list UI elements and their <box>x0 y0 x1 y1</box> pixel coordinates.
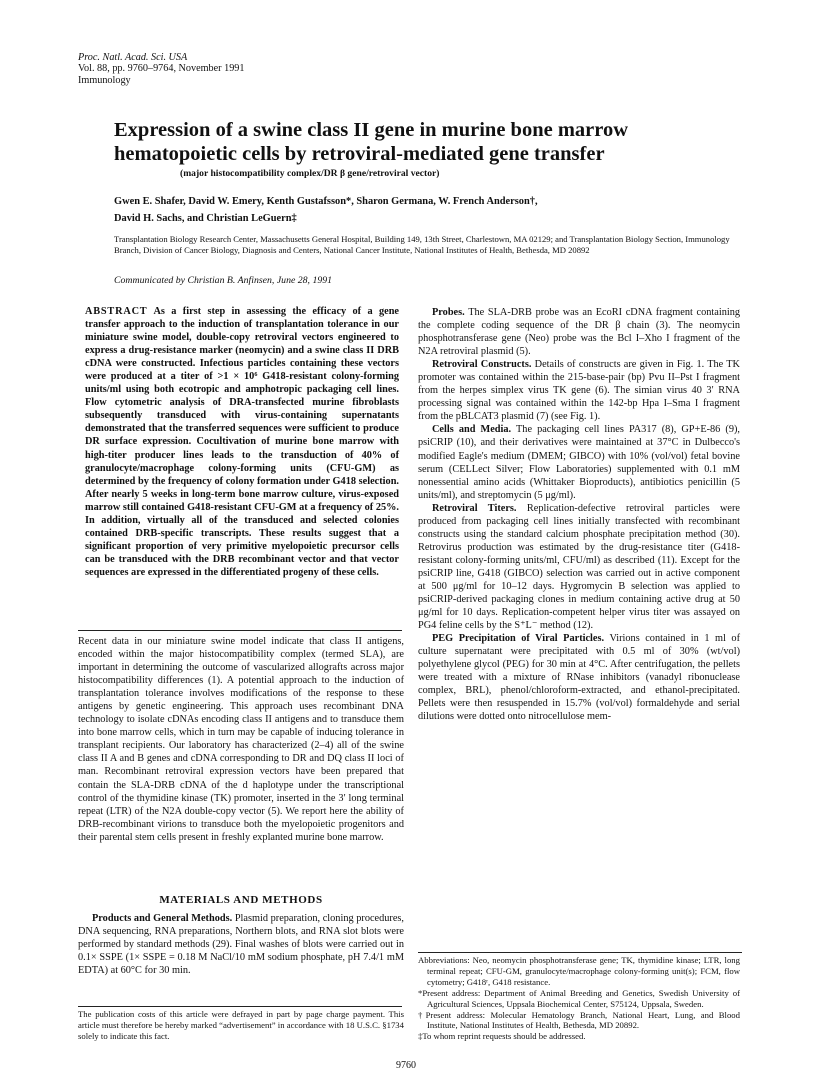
authors-line-2: David H. Sachs, and Christian LeGuern‡ <box>114 213 297 224</box>
runin-heading: Retroviral Constructs. <box>432 359 532 371</box>
right-column <box>418 306 740 724</box>
runin-heading: Retroviral Titers. <box>432 502 517 514</box>
methods-paragraph-titers <box>418 502 740 632</box>
runin-heading: Products and General Methods. <box>92 913 233 924</box>
journal-name: Proc. Natl. Acad. Sci. USA <box>78 52 188 63</box>
publication-cost-notice: The publication costs of this article were defrayed in part by page charge payment. This article must therefore be hereby marked “advertisement” in accordance with 18 U.S.C. §1734 solely to indicate this fact. <box>78 1009 404 1041</box>
abstract-text: As a first step in assessing the efficacy of a gene transfer approach to the induction of transplantation tolerance in our miniature swine model, double-copy retroviral vectors engineered to express a drug-resistance marker (neomycin) and a swine class II DRB cDNA were constructed. Infectious particles containing these vectors were produced at a titer of >1 × 10⁶ G418-resistant colony-forming units/ml using both ecotropic and amphotropic packaging cell lines. Flow cytometric analysis of DRA-transfected murine fibroblasts subsequently transduced with virus-containing supernatants demonstrated that the transferred sequences were sufficient to produce DR surface expression. Cocultivation of murine bone marrow with high-titer producer lines leads to the transduction of 40% of granulocyte/macrophage colony-forming units (CFU-GM) as determined by the frequency of colony formation under G418 selection. After nearly 5 weeks in long-term bone marrow culture, virus-exposed marrow still contained G418-resistant CFU-GM at a frequency of 25%. In addition, virtually all of the transduced and selected colonies contained DRB-specific transcripts. These results suggest that a significant proportion of very primitive myelopoietic precursor cells can be transduced with the DRB recombinant vector and that vector sequences are expressed in the differentiated progeny of these cells. <box>85 306 399 578</box>
footnote-dagger: †Present address: Molecular Hematology Branch, National Heart, Lung, and Blood Institute, National Institutes of Health, Bethesda, MD 20892. <box>418 1009 740 1031</box>
journal-section: Immunology <box>78 74 131 86</box>
article-title: Expression of a swine class II gene in murine bone marrow hematopoietic cells by retroviral-mediated gene transfer <box>114 119 629 165</box>
section-heading-methods: MATERIALS AND METHODS <box>159 894 323 906</box>
introduction <box>78 635 404 844</box>
journal-header <box>78 52 244 86</box>
paragraph-text: The packaging cell lines PA317 (8), GP+E-86 (9), psiCRIP (10), and their derivatives were maintained at 37°C in Dulbecco's modified Eagle's medium (DMEM; GIBCO) with 10% (vol/vol) fetal bovine serum (CELLect Silver; Flow Laboratories) supplemented with 0.1 mM nonessential amino acids (Whittaker Bioproducts), antibiotics penicillin (5 units/ml), and streptomycin (5 μg/ml). <box>418 424 740 501</box>
author-list <box>114 193 734 227</box>
footnote-star: *Present address: Department of Animal Breeding and Genetics, Swedish University of Agricultural Sciences, Uppsala Biochemical Center, S75124, Uppsala, Sweden. <box>418 987 740 1009</box>
communicated-by: Communicated by Christian B. Anfinsen, June 28, 1991 <box>114 275 333 286</box>
journal-volume: Vol. 88, pp. 9760–9764, November 1991 <box>78 63 245 75</box>
methods-paragraph-constructs <box>418 358 740 423</box>
methods-paragraph-cells <box>418 423 740 501</box>
footnotes <box>418 955 740 1042</box>
methods-paragraph-probes <box>418 306 740 358</box>
runin-heading: PEG Precipitation of Viral Particles. <box>432 633 605 645</box>
paragraph-text: Virions contained in 1 ml of culture supernatant were precipitated with 0.5 ml of 30% (wt/vol) polyethylene glycol (PEG) for 30 min at 4°C. After centrifugation, the pellets were treated with a mixture of RNase inhibitors (vanadyl ribonuclease complex, BRL), phenol/chloroform-extracted, and ethanol-precipitated. Pellets were then resuspended in 15.7% (vol/vol) formaldehyde and serial dilutions were dotted onto nitrocellulose mem- <box>418 633 741 723</box>
authors-line-1: Gwen E. Shafer, David W. Emery, Kenth Gustafsson*, Sharon Germana, W. French Anderson†, <box>114 196 538 207</box>
abstract <box>85 305 399 579</box>
paragraph-text: Plasmid preparation, cloning procedures, DNA sequencing, RNA preparations, Northern blots, and RNA slot blots were performed by standard methods (29). Final washes of blots were carried out in 0.1× SSPE (1× SSPE = 0.18 M NaCl/10 mM sodium phosphate, pH 7.4/1 mM EDTA) at 60°C for 30 min. <box>78 913 405 977</box>
paragraph-text: Details of constructs are given in Fig. 1. The TK promoter was contained within the 215-base-pair (bp) Pvu II–Pst I fragment from the herpes simplex virus TK gene (6). The simian virus 40 3′ RNA processing signal was contained within the 142-bp Hpa I–Sma I fragment from the pBLCAT3 plasmid (7) (see Fig. 1). <box>418 359 740 423</box>
intro-paragraph: Recent data in our miniature swine model indicate that class II antigens, encoded within the major histocompatibility complex (termed SLA), are important in determining the outcome of vascularized allografts across major histocompatibility differences (1). A potential approach to the induction of transplantation tolerance involves modifications of the response to these antigens by genetic engineering. This approach uses recombinant DNA technology to isolate cDNAs encoding class II antigens and to transduce them into bone marrow cells, which in turn may be capable of inducing tolerance in transplant recipients. Our laboratory has characterized (2–4) all of the swine class II A and B genes and cDNA corresponding to DR and DQ class II loci of man. Recombinant retroviral expression vectors have been prepared that contain the SLA-DRB cDNA of the d haplotype under the transcriptional control of the thymidine kinase (TK) promoter, inserted in the 3′ long terminal repeat (LTR) of the N2A double-copy vector (5). We report here the ability of DRB-recombinant virions to transduce both the myelopoietic progenitors and their parental stem cells present in freshly explanted murine bone marrow. <box>78 636 404 843</box>
footnote-abbreviations: Abbreviations: Neo, neomycin phosphotransferase gene; TK, thymidine kinase; LTR, long terminal repeat; CFU-GM, granulocyte/macrophage colony-forming unit(s); FCM, flow cytometry; G418ʳ, G418 resistance. <box>418 955 740 987</box>
runin-heading: Probes. <box>432 307 465 318</box>
paragraph-text: Replication-defective retroviral particles were produced from packaging cell lines initially transfected with recombinant constructs using the standard calcium phosphate precipitation method (30). Retrovirus production was estimated by the drug-resistance titer (G418-resistant colony-forming units/ml, CFU/ml) as described (11). Except for the psiCRIP line, G418 (GIBCO) selection was carried out in active component at 500 μg/ml for 10–12 days. Hygromycin B selection was applied to psiCRIP-derived packaging clones in medium containing active drug at 50 μg/ml for 10 days. Replication-competent helper virus titer was assayed on PG4 feline cells by the S⁺L⁻ method (12). <box>418 502 740 632</box>
paragraph-text: The SLA-DRB probe was an EcoRI cDNA fragment containing the complete coding sequence of the DR β chain (3). The neomycin phosphotransferase gene (Neo) probe was the Bcl I–Xho I fragment of the N2A retroviral plasmid (5). <box>418 307 741 358</box>
footnote-double-dagger: ‡To whom reprint requests should be addressed. <box>418 1031 586 1042</box>
affiliation: Transplantation Biology Research Center, Massachusetts General Hospital, Building 149, 13th Street, Charlestown, MA 02129; and Transplantation Biology Section, Immunology Branch, Division of Cancer Biology, Diagnosis and Centers, National Cancer Institute, National Institutes of Health, Bethesda, MD 20892 <box>114 234 730 256</box>
keywords: (major histocompatibility complex/DR β gene/retroviral vector) <box>180 168 440 179</box>
footnote-divider <box>418 952 742 953</box>
methods-paragraph-general <box>78 912 404 977</box>
publication-cost-divider <box>78 1006 402 1007</box>
runin-heading: Cells and Media. <box>432 424 512 436</box>
page-number: 9760 <box>396 1060 416 1071</box>
abstract-divider <box>78 630 402 631</box>
methods-paragraph-peg <box>418 632 740 723</box>
abstract-label: ABSTRACT <box>85 306 148 317</box>
